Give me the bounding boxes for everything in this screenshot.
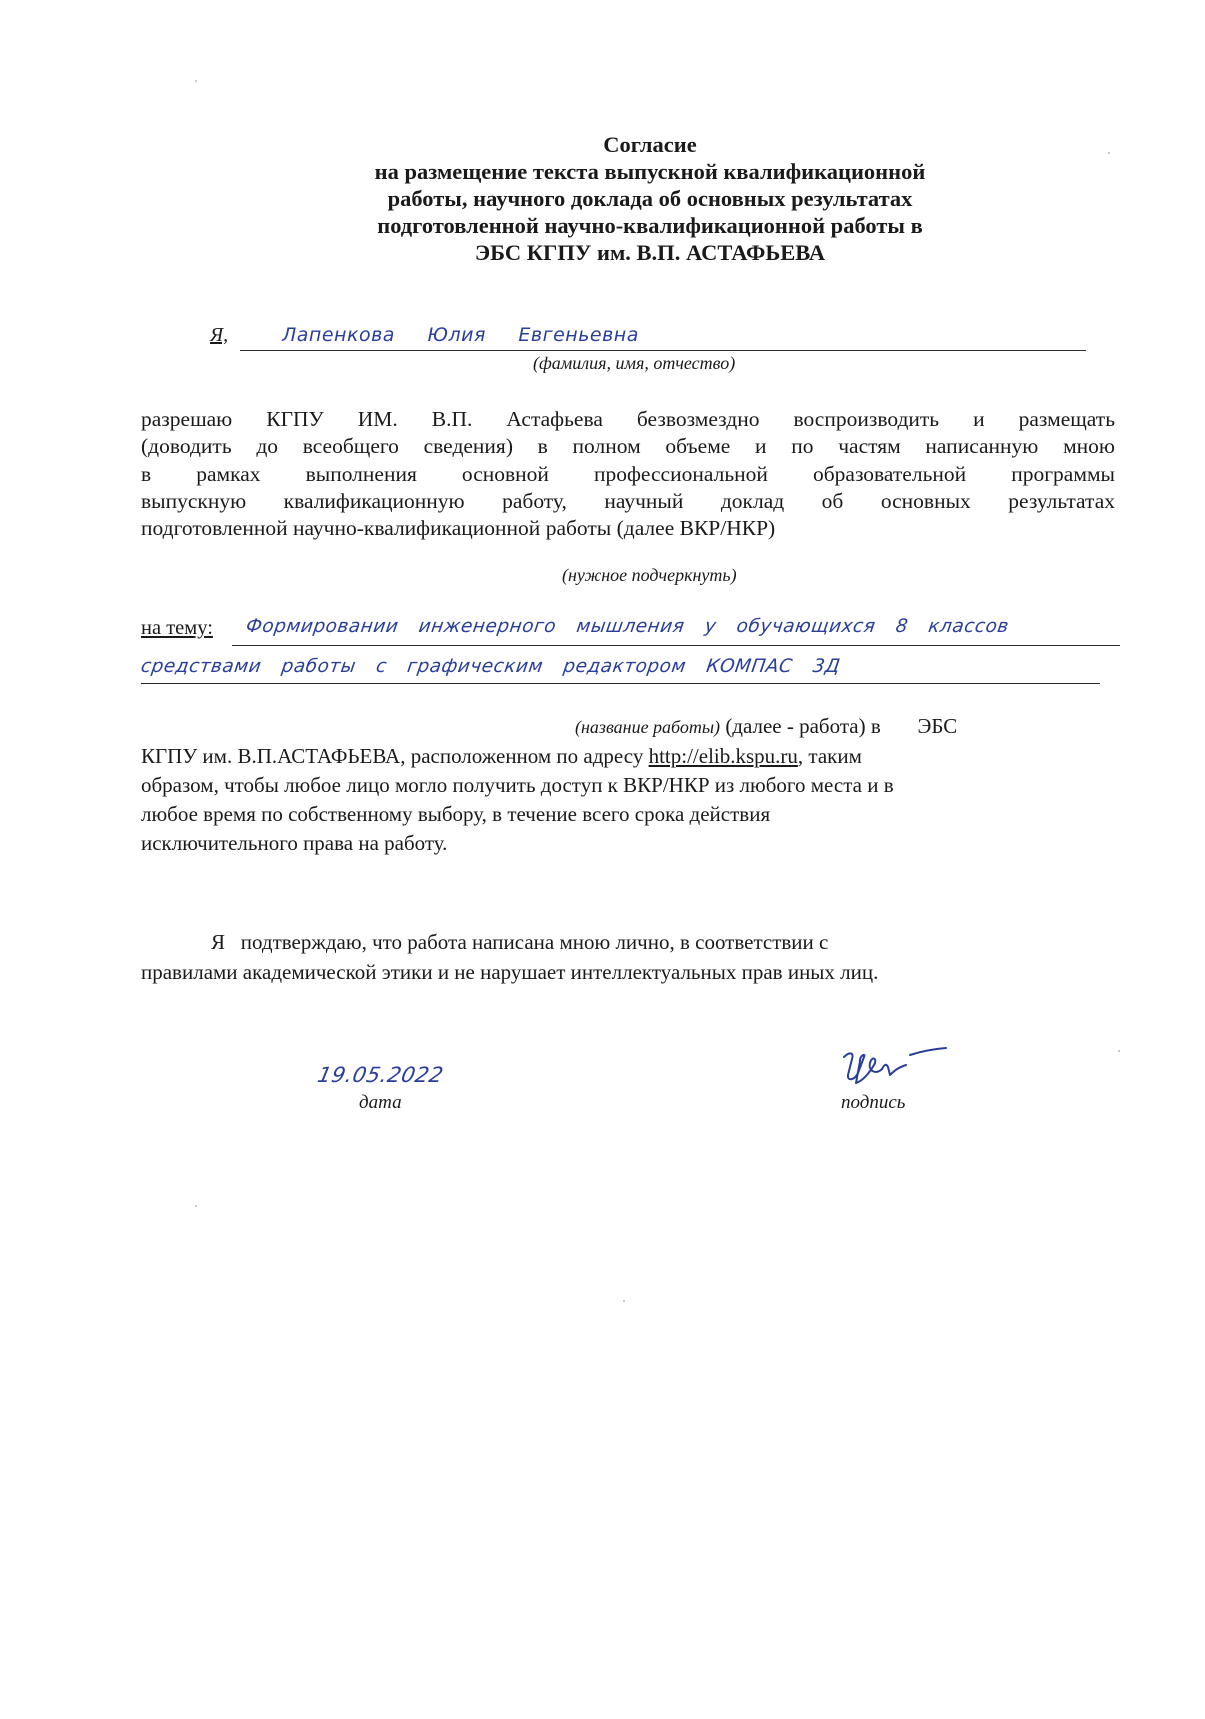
placement-text: , таким: [797, 744, 862, 768]
document-subtitle-line: работы, научного доклада об основных результатах: [387, 186, 913, 211]
signature-label: подпись: [841, 1092, 906, 1113]
permission-paragraph: [141, 406, 1115, 542]
name-underline: [240, 350, 1086, 351]
document-subtitle-line: на размещение текста выпускной квалификационной: [374, 159, 926, 184]
handwritten-full-name: Лапенкова Юлия Евгеньевна: [282, 324, 639, 346]
placement-text: (далее - работа) в ЭБС: [720, 714, 958, 738]
topic-underline: [232, 645, 1120, 646]
confirmation-paragraph: [141, 927, 1121, 987]
document-title: Согласие: [603, 132, 697, 157]
scan-speck: [195, 1205, 197, 1207]
topic-label: на тему:: [141, 617, 213, 639]
scan-speck: [195, 80, 197, 82]
date-label: дата: [359, 1092, 402, 1113]
permission-line: (доводить до всеобщего сведения) в полном объеме и по частям написанную мною: [141, 434, 1115, 459]
topic-underline: [141, 683, 1100, 684]
name-field-caption: (фамилия, имя, отчество): [533, 353, 736, 373]
permission-line: выпускную квалификационную работу, научный доклад об основных результатах: [141, 488, 1115, 513]
document-subtitle-line: ЭБС КГПУ им. В.П. АСТАФЬЕВА: [474, 240, 826, 265]
placement-text: образом, чтобы любое лицо могло получить доступ к ВКР/НКР из любого места и в: [141, 773, 894, 797]
document-subtitle-line: подготовленной научно-квалификационной работы в: [377, 213, 923, 238]
confirmation-text: правилами академической этики и не нарушает интеллектуальных прав иных лиц.: [141, 960, 879, 984]
handwritten-signature: [840, 1045, 950, 1090]
placement-paragraph: [141, 712, 1121, 858]
underline-instruction-caption: (нужное подчеркнуть): [562, 565, 737, 585]
elib-link[interactable]: http://elib.kspu.ru: [648, 744, 798, 768]
placement-text: любое время по собственному выбору, в течение всего срока действия: [141, 802, 771, 826]
scan-speck: [623, 1300, 625, 1302]
placement-text: КГПУ им. В.П.АСТАФЬЕВА, расположенном по адресу: [141, 744, 649, 768]
confirmation-text: Я подтверждаю, что работа написана мною лично, в соответствии с: [211, 930, 829, 954]
handwritten-date: 19.05.2022: [315, 1063, 446, 1087]
handwritten-topic-line: Формировании инженерного мышления у обучающихся 8 классов: [244, 616, 1011, 637]
scan-speck: [1108, 152, 1110, 154]
name-field-row: [210, 318, 1090, 358]
scan-speck: [1118, 1050, 1120, 1052]
work-title-caption: (название работы): [575, 717, 721, 737]
permission-line: разрешаю КГПУ ИМ. В.П. Астафьева безвозмездно воспроизводить и размещать: [141, 407, 1115, 431]
name-prefix: Я,: [210, 324, 229, 346]
handwritten-topic-line: средствами работы с графическим редактором КОМПАС 3Д: [139, 656, 842, 677]
permission-line: подготовленной научно-квалификационной работы (далее ВКР/НКР): [141, 516, 776, 541]
document-heading: [300, 131, 1000, 266]
permission-line: в рамках выполнения основной профессиональной образовательной программы: [141, 461, 1115, 486]
placement-text: исключительного права на работу.: [141, 831, 448, 855]
